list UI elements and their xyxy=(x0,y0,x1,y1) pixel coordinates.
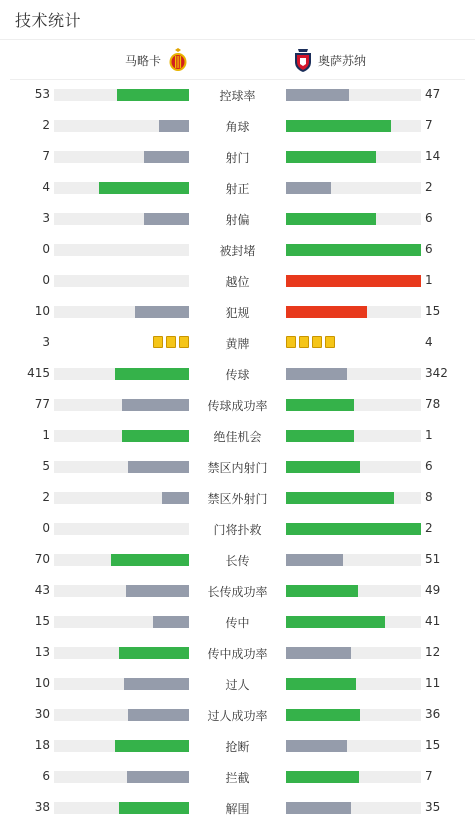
stat-row xyxy=(0,111,475,142)
home-stat-bar-fill xyxy=(99,182,189,194)
stats-header xyxy=(0,0,475,40)
home-stat-bar-fill xyxy=(126,585,189,597)
away-stat-value: 2 xyxy=(425,521,433,535)
away-stat-value: 51 xyxy=(425,552,441,566)
home-stat-value: 0 xyxy=(42,242,50,256)
stat-row xyxy=(0,638,475,669)
home-stat-bar-fill xyxy=(162,492,189,504)
stat-row xyxy=(0,266,475,297)
away-stat-value: 342 xyxy=(425,366,448,380)
home-stat-value: 3 xyxy=(42,211,50,225)
home-stat-bar-fill xyxy=(115,368,189,380)
away-stat-bar xyxy=(286,306,421,318)
stat-label: 抢断 xyxy=(225,740,250,754)
away-stat-value: 15 xyxy=(425,304,441,318)
home-stat-bar-fill xyxy=(111,554,189,566)
away-stat-bar xyxy=(286,430,421,442)
stat-label: 角球 xyxy=(225,120,250,134)
away-stat-bar-fill xyxy=(286,771,359,783)
page-title: 技术统计 xyxy=(15,11,82,30)
stat-row xyxy=(0,173,475,204)
away-stat-bar xyxy=(286,616,421,628)
home-stat-bar xyxy=(54,182,189,194)
away-stat-bar xyxy=(286,771,421,783)
stat-label: 射偏 xyxy=(225,213,250,227)
away-stat-value: 7 xyxy=(425,118,433,132)
away-stat-bar-fill xyxy=(286,461,360,473)
away-stat-bar-fill xyxy=(286,120,391,132)
stat-row xyxy=(0,762,475,793)
stat-row xyxy=(0,483,475,514)
stat-row xyxy=(0,669,475,700)
away-stat-bar-fill xyxy=(286,523,421,535)
home-stat-value: 30 xyxy=(34,707,50,721)
away-stat-value: 35 xyxy=(425,800,441,814)
home-stat-value: 38 xyxy=(34,800,50,814)
home-stat-bar-fill xyxy=(122,399,190,411)
stat-row xyxy=(0,80,475,111)
away-stat-bar xyxy=(286,182,421,194)
stat-label: 传中成功率 xyxy=(207,647,268,661)
home-stat-bar xyxy=(54,616,189,628)
home-stat-bar xyxy=(54,585,189,597)
home-stat-value: 43 xyxy=(34,583,50,597)
home-stat-bar-fill xyxy=(117,89,189,101)
home-stat-bar-fill xyxy=(119,647,189,659)
home-stat-value: 0 xyxy=(42,521,50,535)
stat-label: 禁区外射门 xyxy=(207,492,268,506)
home-stat-bar-fill xyxy=(159,120,189,132)
home-stat-bar xyxy=(54,802,189,814)
away-stat-value: 78 xyxy=(425,397,441,411)
stat-row xyxy=(0,731,475,762)
stat-label: 长传 xyxy=(225,554,250,568)
home-stat-bar xyxy=(54,120,189,132)
yellow-card-icon xyxy=(286,336,296,348)
yellow-card-icon xyxy=(325,336,335,348)
away-stat-bar-fill xyxy=(286,554,343,566)
stat-row xyxy=(0,235,475,266)
home-stat-bar xyxy=(54,461,189,473)
stat-label: 射门 xyxy=(225,151,250,165)
yellow-card-icon xyxy=(299,336,309,348)
home-stat-bar-fill xyxy=(153,616,189,628)
home-stat-value: 7 xyxy=(42,149,50,163)
home-stat-value: 3 xyxy=(42,335,50,349)
home-stat-value: 18 xyxy=(34,738,50,752)
away-stat-value: 12 xyxy=(425,645,441,659)
stat-row xyxy=(0,421,475,452)
away-stat-bar xyxy=(286,585,421,597)
home-stat-bar xyxy=(54,89,189,101)
mallorca-crest-icon xyxy=(167,47,189,73)
stat-label: 过人成功率 xyxy=(207,709,268,723)
stat-row xyxy=(0,514,475,545)
away-stat-bar xyxy=(286,368,421,380)
team-header-row xyxy=(10,40,465,80)
yellow-card-icon xyxy=(179,336,189,348)
stat-label: 门将扑救 xyxy=(213,523,262,537)
stat-row xyxy=(0,328,475,359)
stat-label: 越位 xyxy=(225,275,250,289)
away-stat-bar xyxy=(286,461,421,473)
stat-row xyxy=(0,359,475,390)
away-stat-bar-fill xyxy=(286,585,358,597)
stat-row xyxy=(0,607,475,638)
stat-label: 过人 xyxy=(225,678,250,692)
stat-label: 绝佳机会 xyxy=(213,430,262,444)
away-stat-bar xyxy=(286,244,421,256)
stat-row xyxy=(0,452,475,483)
home-stat-bar xyxy=(54,709,189,721)
stat-label: 拦截 xyxy=(225,771,250,785)
home-stat-value: 6 xyxy=(42,769,50,783)
away-stat-bar xyxy=(286,740,421,752)
stat-label: 黄牌 xyxy=(225,337,250,351)
home-stat-bar xyxy=(54,368,189,380)
home-stat-bar-fill xyxy=(144,213,189,225)
home-team-name: 马略卡 xyxy=(125,53,162,68)
stat-row xyxy=(0,576,475,607)
home-stat-value: 0 xyxy=(42,273,50,287)
stat-row xyxy=(0,700,475,731)
home-stat-value: 10 xyxy=(34,676,50,690)
stat-label: 控球率 xyxy=(219,89,256,103)
away-stat-value: 1 xyxy=(425,273,433,287)
away-stat-bar-fill xyxy=(286,647,351,659)
stat-label: 被封堵 xyxy=(219,244,256,258)
away-team xyxy=(292,40,366,80)
stat-label: 射正 xyxy=(225,182,250,196)
home-stat-value: 13 xyxy=(34,645,50,659)
home-stat-bar xyxy=(54,554,189,566)
stat-row xyxy=(0,793,475,824)
away-stat-bar xyxy=(286,709,421,721)
away-stat-bar-fill xyxy=(286,430,354,442)
away-stat-value: 14 xyxy=(425,149,441,163)
home-stat-bar-fill xyxy=(144,151,189,163)
stat-label: 长传成功率 xyxy=(207,585,268,599)
away-stat-bar xyxy=(286,120,421,132)
away-yellow-cards xyxy=(286,336,335,348)
away-stat-bar xyxy=(286,492,421,504)
stat-row xyxy=(0,204,475,235)
away-stat-bar xyxy=(286,802,421,814)
stats-list xyxy=(0,80,475,824)
home-stat-bar xyxy=(54,678,189,690)
away-stat-value: 8 xyxy=(425,490,433,504)
home-stat-bar xyxy=(54,151,189,163)
stat-label: 传球 xyxy=(225,368,250,382)
home-team xyxy=(125,40,189,80)
home-stat-bar xyxy=(54,492,189,504)
home-stat-value: 415 xyxy=(27,366,50,380)
home-stat-value: 77 xyxy=(34,397,50,411)
stat-row xyxy=(0,390,475,421)
home-stat-bar xyxy=(54,523,189,535)
away-stat-bar-fill xyxy=(286,275,421,287)
away-stat-bar-fill xyxy=(286,709,360,721)
away-stat-bar xyxy=(286,399,421,411)
away-stat-value: 6 xyxy=(425,242,433,256)
yellow-card-icon xyxy=(312,336,322,348)
away-stat-value: 6 xyxy=(425,211,433,225)
away-stat-bar-fill xyxy=(286,151,376,163)
stat-row xyxy=(0,545,475,576)
away-stat-value: 2 xyxy=(425,180,433,194)
away-stat-value: 4 xyxy=(425,335,433,349)
away-stat-bar-fill xyxy=(286,306,367,318)
home-stat-value: 15 xyxy=(34,614,50,628)
away-stat-value: 41 xyxy=(425,614,441,628)
away-stat-bar-fill xyxy=(286,492,394,504)
home-stat-value: 2 xyxy=(42,118,50,132)
home-stat-value: 4 xyxy=(42,180,50,194)
away-stat-bar xyxy=(286,275,421,287)
home-stat-bar xyxy=(54,275,189,287)
away-stat-bar xyxy=(286,647,421,659)
stat-label: 传中 xyxy=(225,616,250,630)
home-yellow-cards xyxy=(153,336,189,348)
stat-row xyxy=(0,142,475,173)
home-stat-value: 70 xyxy=(34,552,50,566)
away-stat-bar-fill xyxy=(286,244,421,256)
home-stat-value: 5 xyxy=(42,459,50,473)
home-stat-bar xyxy=(54,647,189,659)
away-stat-value: 47 xyxy=(425,87,441,101)
yellow-card-icon xyxy=(153,336,163,348)
home-stat-bar xyxy=(54,306,189,318)
osasuna-crest-icon xyxy=(292,47,314,73)
away-stat-bar-fill xyxy=(286,616,385,628)
home-stat-value: 1 xyxy=(42,428,50,442)
away-stat-value: 7 xyxy=(425,769,433,783)
home-stat-bar xyxy=(54,771,189,783)
home-stat-bar xyxy=(54,244,189,256)
stat-label: 传球成功率 xyxy=(207,399,268,413)
away-stat-bar-fill xyxy=(286,399,354,411)
home-stat-bar-fill xyxy=(122,430,190,442)
away-stat-value: 49 xyxy=(425,583,441,597)
home-stat-bar xyxy=(54,740,189,752)
home-stat-bar-fill xyxy=(127,771,189,783)
yellow-card-icon xyxy=(166,336,176,348)
home-stat-bar-fill xyxy=(124,678,189,690)
home-stat-value: 53 xyxy=(34,87,50,101)
home-stat-bar-fill xyxy=(119,802,189,814)
away-stat-bar-fill xyxy=(286,740,347,752)
away-stat-value: 36 xyxy=(425,707,441,721)
home-stat-bar xyxy=(54,213,189,225)
away-team-name: 奥萨苏纳 xyxy=(318,53,367,68)
stat-label: 犯规 xyxy=(225,306,250,320)
home-stat-bar-fill xyxy=(135,306,189,318)
stat-label: 解围 xyxy=(225,802,250,816)
home-stat-bar xyxy=(54,430,189,442)
home-stat-bar xyxy=(54,399,189,411)
home-stat-bar-fill xyxy=(128,709,189,721)
away-stat-value: 15 xyxy=(425,738,441,752)
away-stat-bar xyxy=(286,151,421,163)
home-stat-bar-fill xyxy=(115,740,189,752)
away-stat-bar-fill xyxy=(286,802,351,814)
away-stat-bar xyxy=(286,213,421,225)
home-stat-value: 10 xyxy=(34,304,50,318)
away-stat-bar xyxy=(286,678,421,690)
away-stat-bar-fill xyxy=(286,182,331,194)
away-stat-bar xyxy=(286,89,421,101)
away-stat-value: 11 xyxy=(425,676,441,690)
away-stat-bar-fill xyxy=(286,89,349,101)
away-stat-bar-fill xyxy=(286,368,347,380)
home-stat-bar-fill xyxy=(128,461,189,473)
home-stat-value: 2 xyxy=(42,490,50,504)
away-stat-value: 1 xyxy=(425,428,433,442)
away-stat-bar-fill xyxy=(286,213,376,225)
away-stat-value: 6 xyxy=(425,459,433,473)
stat-label: 禁区内射门 xyxy=(207,461,268,475)
stat-row xyxy=(0,297,475,328)
away-stat-bar xyxy=(286,554,421,566)
away-stat-bar-fill xyxy=(286,678,356,690)
away-stat-bar xyxy=(286,523,421,535)
